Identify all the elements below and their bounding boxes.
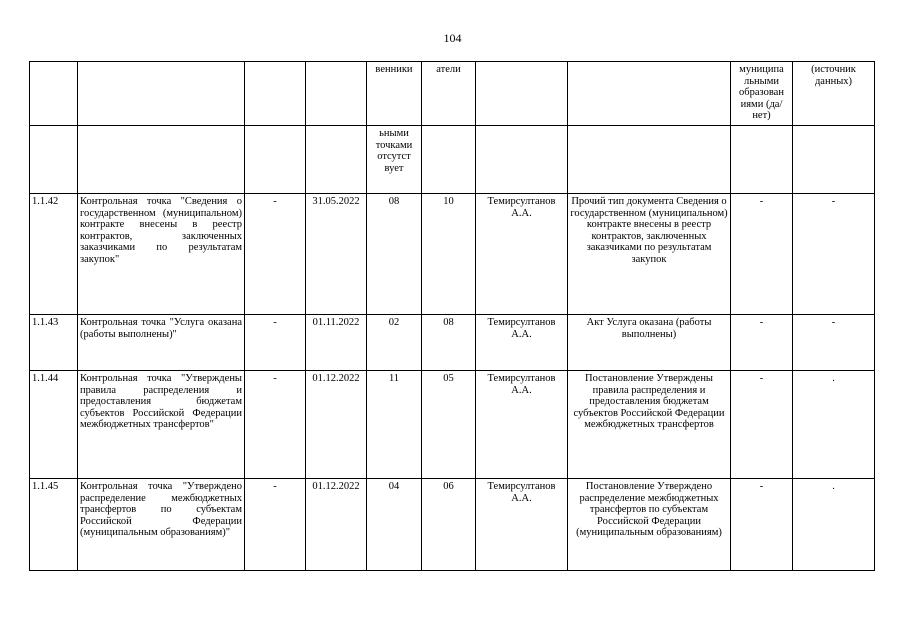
row-col5: 11: [367, 371, 422, 479]
row-person: Темирсултанов А.А.: [476, 371, 568, 479]
row-col3: -: [245, 194, 306, 315]
header-cell-num: [30, 126, 78, 194]
row-number: 1.1.42: [30, 194, 78, 315]
row-col5: 02: [367, 315, 422, 371]
header-cell-3: [245, 126, 306, 194]
row-name: Контрольная точка "Сведения о государственном (муниципальном) контракте внесены в реестр контрактов, заключенных заказчиками по результатам закупок": [78, 194, 245, 315]
row-col10: -: [793, 194, 875, 315]
row-col3: -: [245, 479, 306, 571]
table-row: [30, 315, 875, 371]
row-name: Контрольная точка "Услуга оказана (работы выполнены)": [78, 315, 245, 371]
row-col9: -: [731, 479, 793, 571]
row-number: 1.1.43: [30, 315, 78, 371]
row-col10: -: [793, 315, 875, 371]
row-col10: .: [793, 479, 875, 571]
header-cell-municipal: муниципа льными образован иями (да/нет): [731, 62, 793, 126]
header-cell-3: [245, 62, 306, 126]
row-date: 31.05.2022: [306, 194, 367, 315]
header-cell-doc: [568, 126, 731, 194]
header-cell-6: атели: [422, 62, 476, 126]
header-cell-6: [422, 126, 476, 194]
header-cell-5: венники: [367, 62, 422, 126]
row-number: 1.1.44: [30, 371, 78, 479]
header-cell-date: [306, 62, 367, 126]
row-person: Темирсултанов А.А.: [476, 315, 568, 371]
row-col9: -: [731, 371, 793, 479]
header-cell-source: (источник данных): [793, 62, 875, 126]
row-col6: 08: [422, 315, 476, 371]
row-document: Постановление Утверждено распределение межбюджетных трансфертов по субъектам Российской Федерации (муниципальным образованиям): [568, 479, 731, 571]
header-row-1: [30, 62, 875, 126]
row-col5: 04: [367, 479, 422, 571]
header-cell-source: [793, 126, 875, 194]
header-cell-person: [476, 126, 568, 194]
row-col9: -: [731, 315, 793, 371]
row-document: Постановление Утверждены правила распределения и предоставления бюджетам субъектов Российской Федерации межбюджетных трансфертов: [568, 371, 731, 479]
row-col3: -: [245, 371, 306, 479]
header-cell-name: [78, 62, 245, 126]
row-name: Контрольная точка "Утверждено распределение межбюджетных трансфертов по субъектам Российской Федерации (муниципальным образованиям)": [78, 479, 245, 571]
row-date: 01.11.2022: [306, 315, 367, 371]
table-row: [30, 479, 875, 571]
header-cell-num: [30, 62, 78, 126]
table-row: [30, 371, 875, 479]
row-col6: 10: [422, 194, 476, 315]
header-cell-date: [306, 126, 367, 194]
row-person: Темирсултанов А.А.: [476, 194, 568, 315]
row-col3: -: [245, 315, 306, 371]
control-points-table: [29, 61, 875, 571]
table-row: [30, 194, 875, 315]
page-number: 104: [443, 31, 462, 45]
row-person: Темирсултанов А.А.: [476, 479, 568, 571]
row-document: Акт Услуга оказана (работы выполнены): [568, 315, 731, 371]
header-cell-person: [476, 62, 568, 126]
row-col10: .: [793, 371, 875, 479]
row-col9: -: [731, 194, 793, 315]
header-cell-5: ьными точками отсутст вует: [367, 126, 422, 194]
header-cell-municipal: [731, 126, 793, 194]
header-cell-name: [78, 126, 245, 194]
row-document: Прочий тип документа Сведения о государственном (муниципальном) контракте внесены в реестр контрактов, заключенных заказчиками по результатам закупок: [568, 194, 731, 315]
row-number: 1.1.45: [30, 479, 78, 571]
header-row-2: [30, 126, 875, 194]
row-name: Контрольная точка "Утверждены правила распределения и предоставления бюджетам субъектов Российской Федерации межбюджетных трансфертов": [78, 371, 245, 479]
row-col6: 05: [422, 371, 476, 479]
row-date: 01.12.2022: [306, 479, 367, 571]
row-col6: 06: [422, 479, 476, 571]
row-date: 01.12.2022: [306, 371, 367, 479]
header-cell-doc: [568, 62, 731, 126]
row-col5: 08: [367, 194, 422, 315]
